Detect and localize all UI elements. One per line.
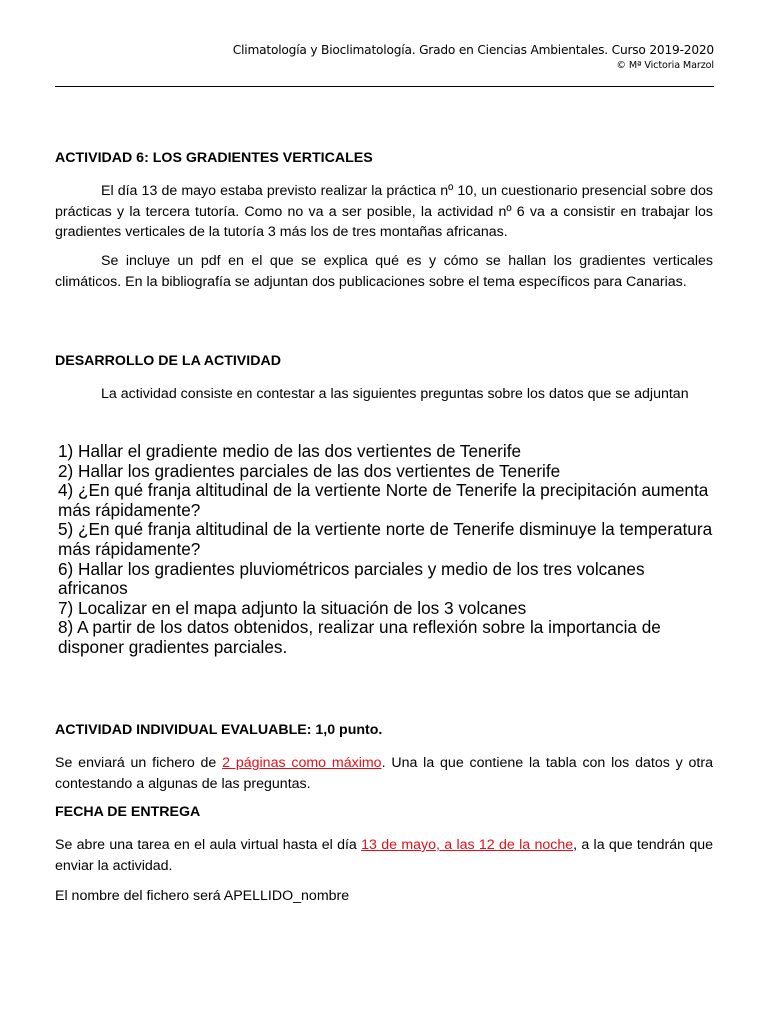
question-item: 1) Hallar el gradiente medio de las dos vertientes de Tenerife — [58, 441, 522, 461]
delivery-text-before: Se abre una tarea en el aula virtual hasta el día — [55, 837, 362, 853]
delivery-title: FECHA DE ENTREGA — [55, 804, 201, 820]
header-author: © Mª Victoria Marzol — [616, 60, 714, 71]
activity-paragraph-1: El día 13 de mayo estaba previsto realizar la práctica nº 10, un cuestionario presencial sobre dos prácticas y la tercera tutoría. Como no va a ser posible, la actividad nº 6 va a consistir en trabajar los gradientes verticales de la tutoría 3 más los de tres montañas africanas. — [55, 183, 713, 241]
question-item: 4) ¿En qué franja altitudinal de la vertiente Norte de Tenerife la precipitación aumenta más rápidamente? — [58, 480, 709, 520]
development-intro: La actividad consiste en contestar a las siguientes preguntas sobre los datos que se adjuntan — [101, 386, 689, 402]
activity-paragraph-2: Se incluye un pdf en el que se explica qué es y cómo se hallan los gradientes verticales climáticos. En la bibliografía se adjuntan dos publicaciones sobre el tema específicos para Canarias. — [55, 253, 713, 290]
evaluation-title: ACTIVIDAD INDIVIDUAL EVALUABLE: 1,0 punto. — [55, 722, 383, 738]
evaluation-text-after: . Una la que contiene la tabla con los datos y otra contestando a algunas de las preguntas. — [55, 755, 713, 792]
deadline-highlight: 13 de mayo, a las 12 de la noche — [361, 837, 574, 853]
page-limit-highlight: 2 páginas como máximo — [222, 755, 382, 771]
evaluation-text — [55, 753, 713, 794]
delivery-text — [55, 835, 713, 876]
question-item: 7) Localizar en el mapa adjunto la situación de los 3 volcanes — [58, 597, 527, 618]
question-item: 5) ¿En qué franja altitudinal de la vertiente norte de Tenerife disminuye la temperatura más rápidamente? — [58, 519, 713, 559]
question-item: 6) Hallar los gradientes pluviométricos parciales y medio de los tres volcanes africanos — [58, 558, 645, 599]
development-title: DESARROLLO DE LA ACTIVIDAD — [55, 353, 281, 369]
question-item: 2) Hallar los gradientes parciales de las dos vertientes de Tenerife — [58, 460, 561, 481]
filename-note: El nombre del fichero será APELLIDO_nombre — [55, 888, 350, 904]
delivery-text-after: , a la que tendrán que enviar la actividad. — [55, 837, 713, 874]
activity-title: ACTIVIDAD 6: LOS GRADIENTES VERTICALES — [55, 150, 373, 166]
header-course: Climatología y Bioclimatología. Grado en Ciencias Ambientales. Curso 2019-2020 — [232, 43, 714, 57]
evaluation-text-before: Se enviará un fichero de — [55, 755, 223, 771]
question-item: 8) A partir de los datos obtenidos, realizar una reflexión sobre la importancia de disponer gradientes parciales. — [58, 617, 661, 657]
header-divider — [55, 86, 714, 87]
questions-list — [58, 442, 718, 658]
